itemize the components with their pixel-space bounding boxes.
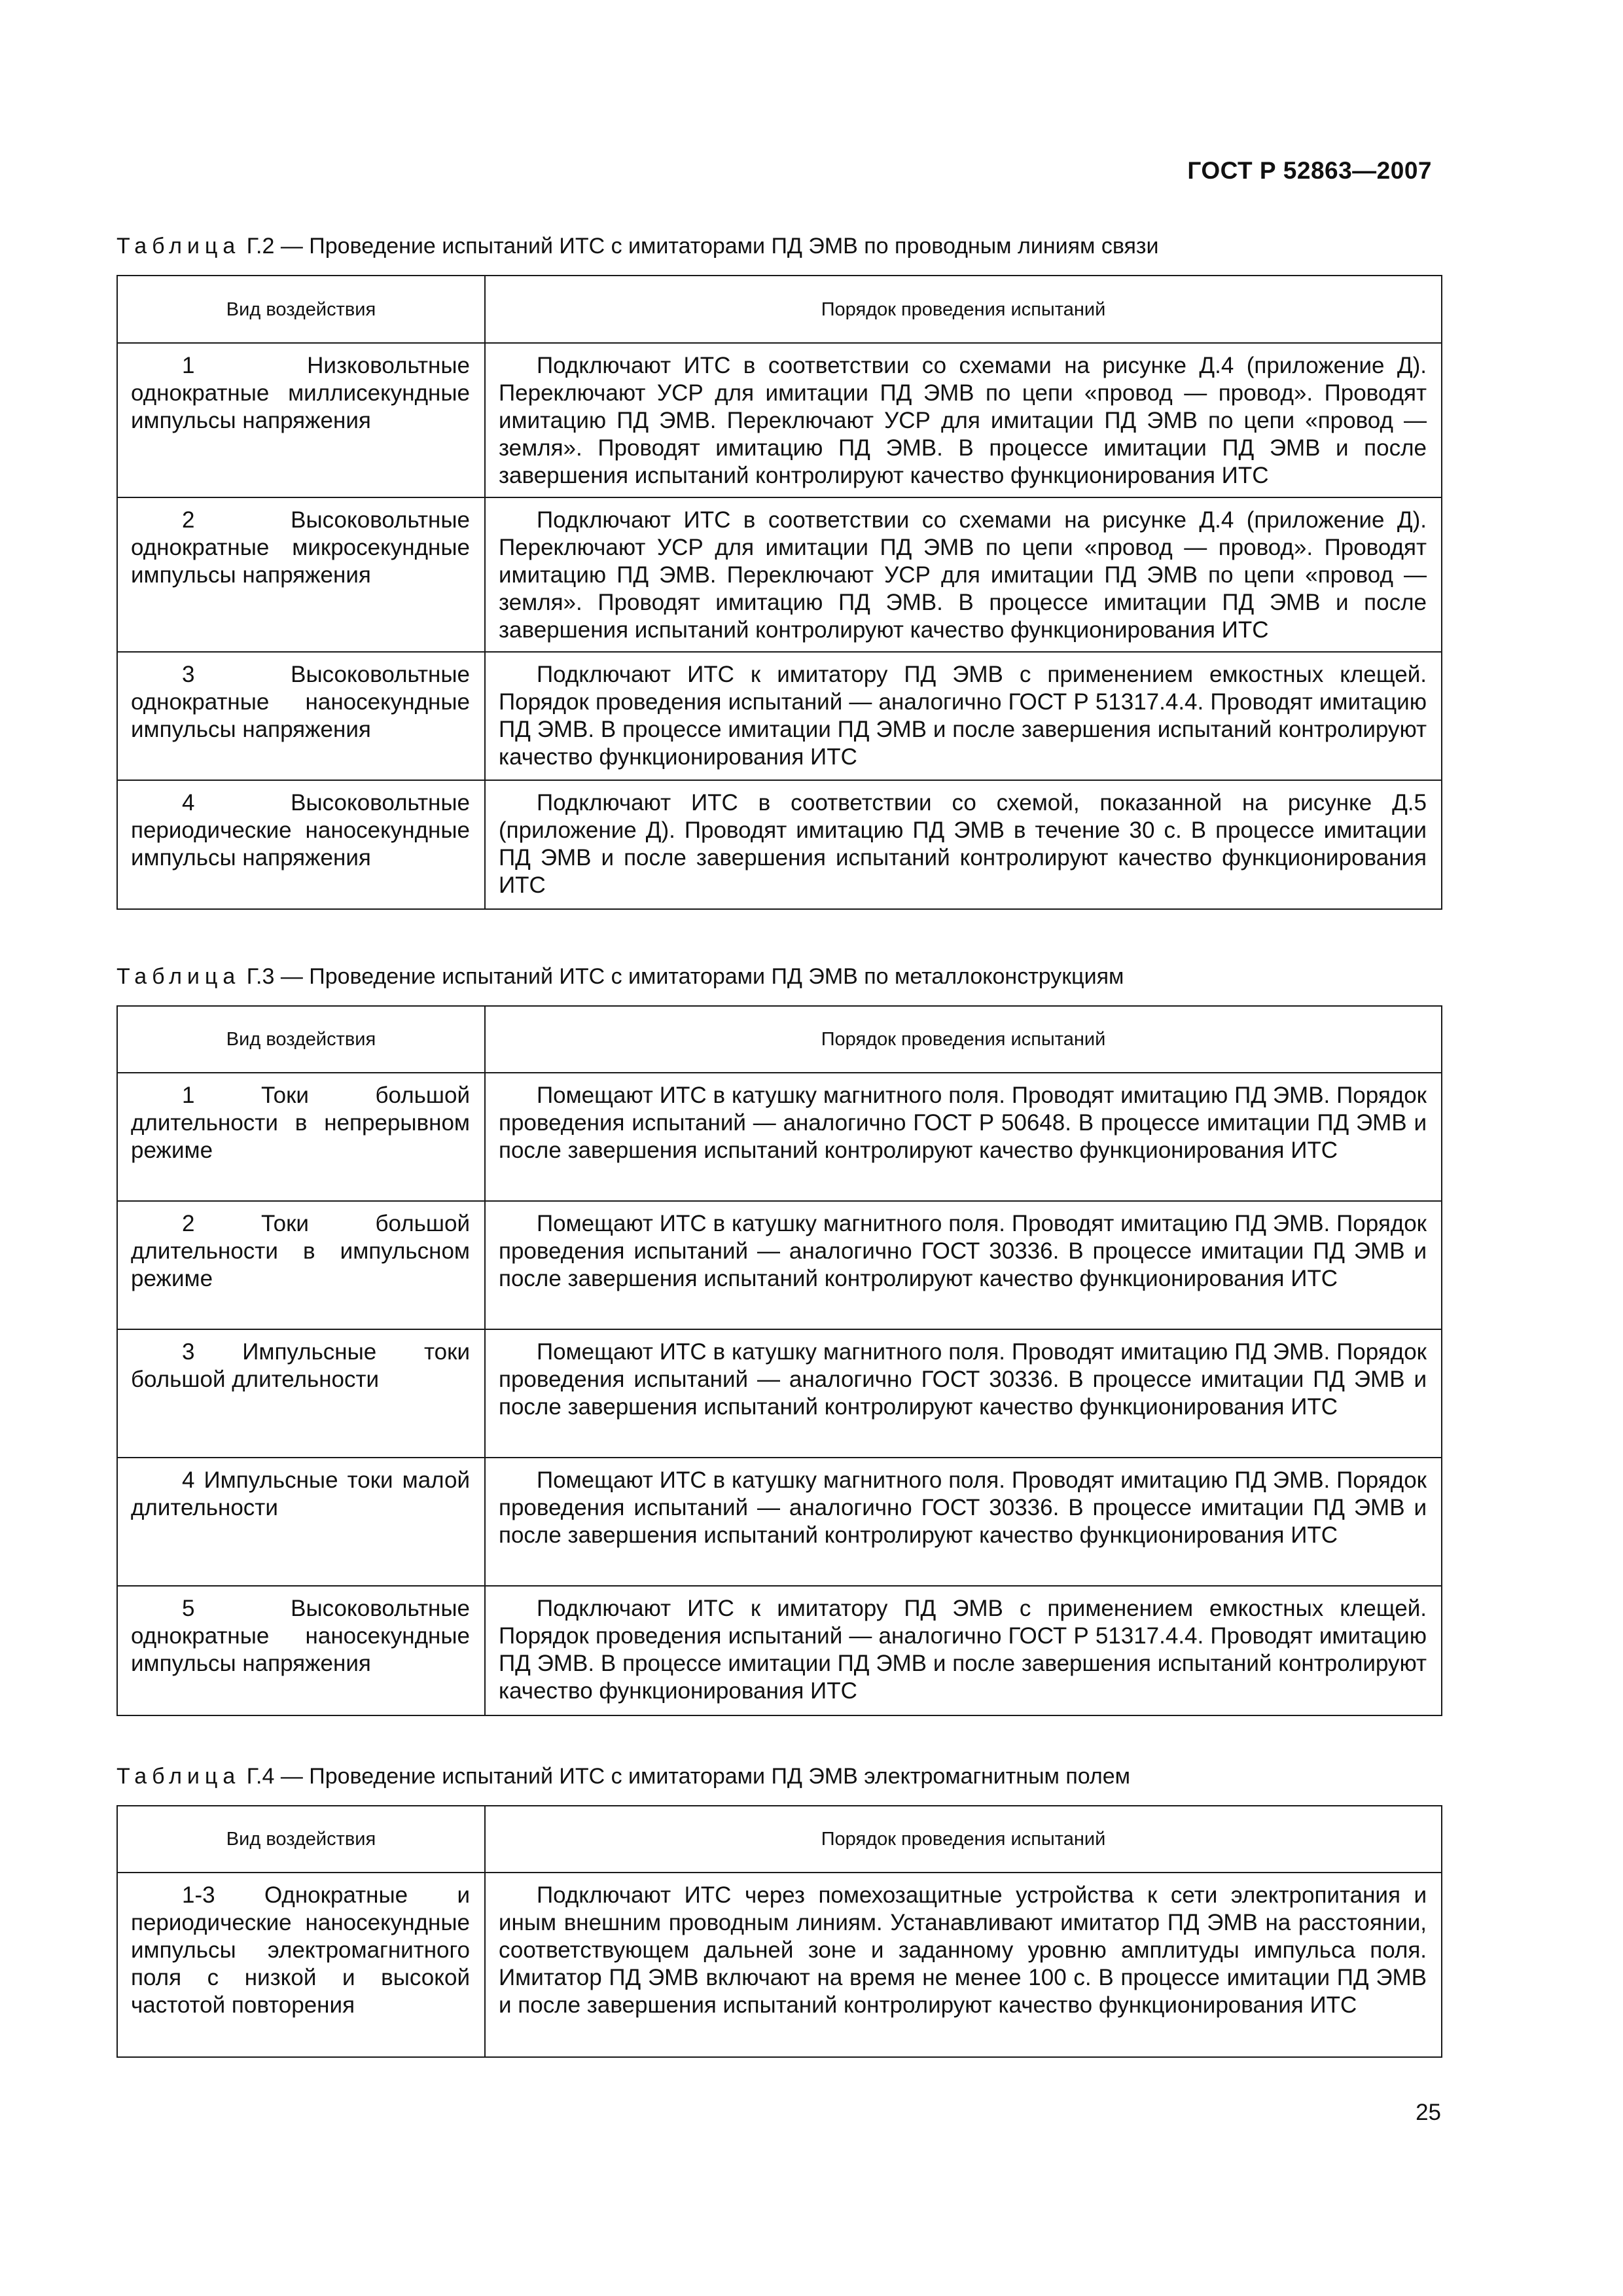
column-header-kind: Вид воздействия — [117, 1806, 485, 1873]
table-caption-text: Г.2 — Проведение испытаний ИТС с имитаторами ПД ЭМВ по проводным линиям связи — [240, 234, 1159, 259]
table-row — [117, 1586, 1442, 1715]
cell-procedure: Помещают ИТС в катушку магнитного поля. Проводят имитацию ПД ЭМВ. Порядок проведения испытаний — аналогично ГОСТ 30336. В процессе имитации ПД ЭМВ и после завершения испытаний контролируют качество функционирования ИТС — [485, 1329, 1442, 1458]
table-caption-prefix: Таблица — [116, 964, 241, 989]
cell-procedure: Подключают ИТС в соответствии со схемой, показанной на рисунке Д.5 (приложение Д). Проводят имитацию ПД ЭМВ в течение 30 с. В процессе имитации ПД ЭМВ и после завершения испытаний контролируют качество функционирования ИТС — [485, 780, 1442, 909]
table-row — [117, 343, 1442, 497]
cell-kind: 4 Высоковольтные периодические наносекундные импульсы напряжения — [117, 780, 485, 909]
table-row — [117, 1329, 1442, 1458]
table-header-row — [117, 1006, 1442, 1073]
cell-procedure: Помещают ИТС в катушку магнитного поля. Проводят имитацию ПД ЭМВ. Порядок проведения испытаний — аналогично ГОСТ Р 50648. В процессе имитации ПД ЭМВ и после завершения испытаний контролируют качество функционирования ИТС — [485, 1073, 1442, 1201]
column-header-procedure: Порядок проведения испытаний — [485, 1806, 1442, 1873]
table-g4 — [116, 1805, 1442, 2058]
table-row — [117, 652, 1442, 780]
cell-procedure: Помещают ИТС в катушку магнитного поля. Проводят имитацию ПД ЭМВ. Порядок проведения испытаний — аналогично ГОСТ 30336. В процессе имитации ПД ЭМВ и после завершения испытаний контролируют качество функционирования ИТС — [485, 1201, 1442, 1329]
table-g2 — [116, 275, 1442, 910]
document-designation: ГОСТ Р 52863—2007 — [1187, 157, 1432, 184]
table-row — [117, 1201, 1442, 1329]
table-g3 — [116, 1005, 1442, 1716]
column-header-procedure: Порядок проведения испытаний — [485, 276, 1442, 343]
table-caption-prefix: Таблица — [116, 1764, 241, 1789]
table-caption-text: Г.4 — Проведение испытаний ИТС с имитаторами ПД ЭМВ электромагнитным полем — [240, 1764, 1131, 1789]
table-row — [117, 1073, 1442, 1201]
cell-procedure: Подключают ИТС в соответствии со схемами на рисунке Д.4 (приложение Д). Переключают УСР для имитации ПД ЭМВ по цепи «провод — провод». Проводят имитацию ПД ЭМВ. Переключают УСР для имитации ПД ЭМВ по цепи «провод — земля». Проводят имитацию ПД ЭМВ. В процессе имитации ПД ЭМВ и после завершения испытаний контролируют качество функционирования ИТС — [485, 497, 1442, 652]
table-row — [117, 780, 1442, 909]
column-header-kind: Вид воздействия — [117, 1006, 485, 1073]
column-header-kind: Вид воздействия — [117, 276, 485, 343]
cell-procedure: Подключают ИТС к имитатору ПД ЭМВ с применением емкостных клещей. Порядок проведения испытаний — аналогично ГОСТ Р 51317.4.4. Проводят имитацию ПД ЭМВ. В процессе имитации ПД ЭМВ и после завершения испытаний контролируют качество функционирования ИТС — [485, 652, 1442, 780]
table-row — [117, 1873, 1442, 2057]
table-row — [117, 1458, 1442, 1586]
cell-kind: 3 Импульсные токи большой длительности — [117, 1329, 485, 1458]
cell-kind: 1 Низковольтные однократные миллисекундные импульсы напряжения — [117, 343, 485, 497]
cell-kind: 2 Токи большой длительности в импульсном режиме — [117, 1201, 485, 1329]
cell-kind: 5 Высоковольтные однократные наносекундные импульсы напряжения — [117, 1586, 485, 1715]
table-caption-text: Г.3 — Проведение испытаний ИТС с имитаторами ПД ЭМВ по металлоконструкциям — [240, 964, 1124, 989]
table-g3-caption — [116, 963, 1441, 990]
cell-kind: 3 Высоковольтные однократные наносекундные импульсы напряжения — [117, 652, 485, 780]
page-number: 25 — [1416, 2100, 1441, 2125]
cell-kind: 2 Высоковольтные однократные микросекундные импульсы напряжения — [117, 497, 485, 652]
column-header-procedure: Порядок проведения испытаний — [485, 1006, 1442, 1073]
table-row — [117, 497, 1442, 652]
table-g2-caption — [116, 233, 1441, 259]
cell-kind: 1 Токи большой длительности в непрерывном режиме — [117, 1073, 485, 1201]
table-header-row — [117, 1806, 1442, 1873]
table-header-row — [117, 276, 1442, 343]
table-caption-prefix: Таблица — [116, 234, 241, 259]
cell-procedure: Подключают ИТС через помехозащитные устройства к сети электропитания и иным внешним проводным линиям. Устанавливают имитатор ПД ЭМВ на расстоянии, соответствующем дальней зоне и заданному уровню амплитуды импульса поля. Имитатор ПД ЭМВ включают на время не менее 100 с. В процессе имитации ПД ЭМВ и после завершения испытаний контролируют качество функционирования ИТС — [485, 1873, 1442, 2057]
cell-procedure: Подключают ИТС в соответствии со схемами на рисунке Д.4 (приложение Д). Переключают УСР для имитации ПД ЭМВ по цепи «провод — провод». Проводят имитацию ПД ЭМВ. Переключают УСР для имитации ПД ЭМВ по цепи «провод — земля». Проводят имитацию ПД ЭМВ. В процессе имитации ПД ЭМВ и после завершения испытаний контролируют качество функционирования ИТС — [485, 343, 1442, 497]
table-g4-caption — [116, 1763, 1441, 1789]
cell-kind: 1-3 Однократные и периодические наносекундные импульсы электромагнитного поля с низкой и высокой частотой повторения — [117, 1873, 485, 2057]
cell-procedure: Подключают ИТС к имитатору ПД ЭМВ с применением емкостных клещей. Порядок проведения испытаний — аналогично ГОСТ Р 51317.4.4. Проводят имитацию ПД ЭМВ. В процессе имитации ПД ЭМВ и после завершения испытаний контролируют качество функционирования ИТС — [485, 1586, 1442, 1715]
cell-kind: 4 Импульсные токи малой длительности — [117, 1458, 485, 1586]
cell-procedure: Помещают ИТС в катушку магнитного поля. Проводят имитацию ПД ЭМВ. Порядок проведения испытаний — аналогично ГОСТ 30336. В процессе имитации ПД ЭМВ и после завершения испытаний контролируют качество функционирования ИТС — [485, 1458, 1442, 1586]
